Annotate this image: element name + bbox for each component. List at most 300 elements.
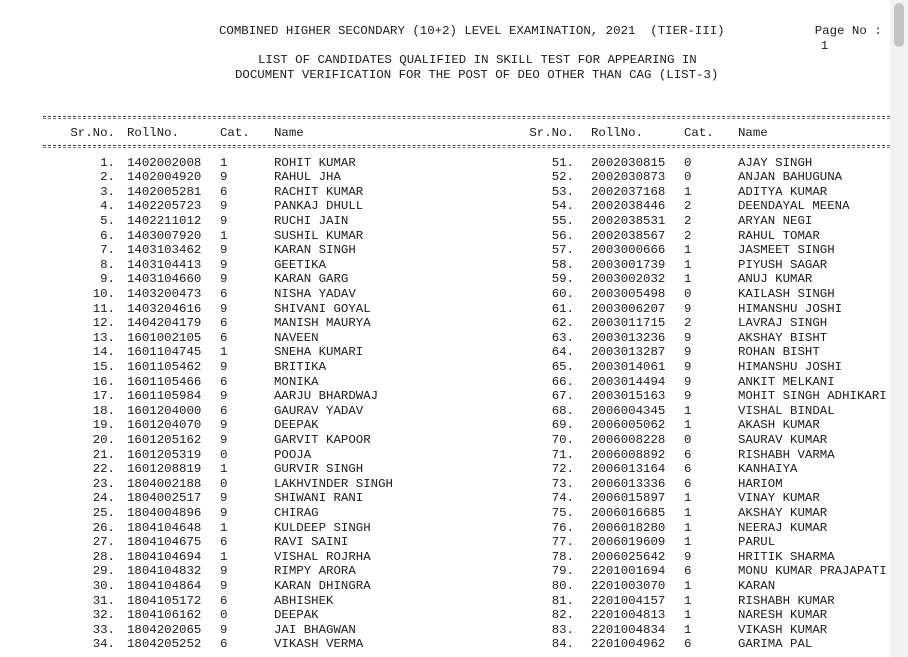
sr-no-cell: 13.: [92, 330, 115, 345]
table-row: [0, 199, 890, 214]
category-cell: 6: [220, 330, 228, 345]
roll-no-cell: 1403103462: [127, 243, 202, 258]
table-row: [0, 462, 890, 477]
category-cell: 1: [684, 535, 692, 550]
candidate-name-cell: ROHAN BISHT: [738, 345, 820, 360]
col-header-name-right: Name: [738, 126, 768, 140]
sr-no-cell: 30.: [92, 578, 115, 593]
roll-no-cell: 2002037168: [591, 184, 666, 199]
candidate-name-cell: KAILASH SINGH: [738, 286, 835, 301]
document-title: COMBINED HIGHER SECONDARY (10+2) LEVEL EXAMINATION, 2021 (TIER-III): [219, 24, 725, 38]
category-cell: 1: [684, 593, 692, 608]
candidate-name-cell: RAHUL JHA: [274, 170, 341, 185]
sr-no-cell: 26.: [92, 520, 115, 535]
candidate-name-cell: ANUJ KUMAR: [738, 272, 813, 287]
category-cell: 1: [220, 549, 228, 564]
category-cell: 6: [684, 447, 692, 462]
candidate-name-cell: VIKASH KUMAR: [738, 622, 828, 637]
sr-no-cell: 20.: [92, 432, 115, 447]
roll-no-cell: 1403104660: [127, 272, 202, 287]
candidate-name-cell: LAKHVINDER SINGH: [274, 476, 393, 491]
candidate-name-cell: VINAY KUMAR: [738, 491, 820, 506]
candidate-name-cell: SNEHA KUMARI: [274, 345, 364, 360]
roll-no-cell: 2201001694: [591, 564, 666, 579]
roll-no-cell: 1402205723: [127, 199, 202, 214]
sr-no-cell: 56.: [551, 228, 574, 243]
candidate-name-cell: VIKASH VERMA: [274, 637, 364, 652]
category-cell: 0: [684, 170, 692, 185]
roll-no-cell: 1804104648: [127, 520, 202, 535]
candidate-name-cell: KARAN DHINGRA: [274, 578, 371, 593]
category-cell: 1: [684, 257, 692, 272]
sr-no-cell: 61.: [551, 301, 574, 316]
sr-no-cell: 4.: [100, 199, 115, 214]
category-cell: 1: [684, 403, 692, 418]
candidate-name-cell: GEETIKA: [274, 257, 327, 272]
candidate-name-cell: ARYAN NEGI: [738, 213, 813, 228]
candidate-name-cell: HRITIK SHARMA: [738, 549, 835, 564]
category-cell: 9: [220, 213, 228, 228]
candidate-name-cell: RISHABH KUMAR: [738, 593, 835, 608]
roll-no-cell: 1804104694: [127, 549, 202, 564]
category-cell: 9: [220, 578, 228, 593]
candidate-name-cell: AARJU BHARDWAJ: [274, 389, 379, 404]
roll-no-cell: 2003011715: [591, 316, 666, 331]
sr-no-cell: 14.: [92, 345, 115, 360]
table-row: [0, 608, 890, 623]
roll-no-cell: 1402005281: [127, 184, 202, 199]
sr-no-cell: 63.: [551, 330, 574, 345]
candidate-name-cell: AJAY SINGH: [738, 155, 813, 170]
candidate-name-cell: KANHAIYA: [738, 462, 798, 477]
candidate-name-cell: JAI BHAGWAN: [274, 622, 356, 637]
category-cell: 9: [220, 243, 228, 258]
roll-no-cell: 2003006207: [591, 301, 666, 316]
candidate-name-cell: DEEPAK: [274, 418, 319, 433]
category-cell: 2: [684, 199, 692, 214]
sr-no-cell: 3.: [100, 184, 115, 199]
candidate-name-cell: AKSHAY BISHT: [738, 330, 828, 345]
sr-no-cell: 31.: [92, 593, 115, 608]
roll-no-cell: 1804002517: [127, 491, 202, 506]
sr-no-cell: 79.: [551, 564, 574, 579]
candidate-name-cell: PARUL: [738, 535, 776, 550]
sr-no-cell: 66.: [551, 374, 574, 389]
candidate-name-cell: PANKAJ DHULL: [274, 199, 364, 214]
roll-no-cell: 2003013287: [591, 345, 666, 360]
category-cell: 9: [220, 170, 228, 185]
roll-no-cell: 1804104832: [127, 564, 202, 579]
roll-no-cell: 1804104864: [127, 578, 202, 593]
category-cell: 9: [220, 564, 228, 579]
candidate-name-cell: RAHUL TOMAR: [738, 228, 820, 243]
roll-no-cell: 1804105172: [127, 593, 202, 608]
col-header-srno-left: Sr.No.: [70, 126, 115, 140]
sr-no-cell: 12.: [92, 316, 115, 331]
category-cell: 6: [220, 316, 228, 331]
roll-no-cell: 2201004157: [591, 593, 666, 608]
category-cell: 9: [220, 257, 228, 272]
sr-no-cell: 81.: [551, 593, 574, 608]
category-cell: 6: [684, 564, 692, 579]
category-cell: 9: [220, 491, 228, 506]
category-cell: 6: [220, 374, 228, 389]
category-cell: 0: [220, 447, 228, 462]
sr-no-cell: 28.: [92, 549, 115, 564]
category-cell: 1: [684, 622, 692, 637]
roll-no-cell: 2201004834: [591, 622, 666, 637]
roll-no-cell: 2002038567: [591, 228, 666, 243]
candidate-name-cell: KARAN GARG: [274, 272, 349, 287]
table-row: [0, 214, 890, 229]
category-cell: 9: [684, 374, 692, 389]
candidate-name-cell: GURVIR SINGH: [274, 462, 364, 477]
roll-no-cell: 2002030815: [591, 155, 666, 170]
candidate-name-cell: HIMANSHU JOSHI: [738, 359, 843, 374]
roll-no-cell: 1804205252: [127, 637, 202, 652]
category-cell: 1: [220, 345, 228, 360]
table-row: [0, 331, 890, 346]
category-cell: 9: [684, 345, 692, 360]
candidate-name-cell: LAVRAJ SINGH: [738, 316, 828, 331]
table-row: [0, 404, 890, 419]
col-header-cat-right: Cat.: [684, 126, 714, 140]
category-cell: 9: [684, 301, 692, 316]
sr-no-cell: 25.: [92, 505, 115, 520]
candidate-name-cell: BRITIKA: [274, 359, 327, 374]
roll-no-cell: 2006018280: [591, 520, 666, 535]
candidate-name-cell: RACHIT KUMAR: [274, 184, 364, 199]
roll-no-cell: 2003015163: [591, 389, 666, 404]
table-row: [0, 243, 890, 258]
sr-no-cell: 64.: [551, 345, 574, 360]
category-cell: 9: [684, 359, 692, 374]
roll-no-cell: 2201004962: [591, 637, 666, 652]
category-cell: 6: [220, 184, 228, 199]
table-row: [0, 594, 890, 609]
category-cell: 6: [220, 637, 228, 652]
sr-no-cell: 83.: [551, 622, 574, 637]
category-cell: 2: [684, 213, 692, 228]
sr-no-cell: 6.: [100, 228, 115, 243]
sr-no-cell: 10.: [92, 286, 115, 301]
sr-no-cell: 55.: [551, 213, 574, 228]
category-cell: 6: [684, 476, 692, 491]
sr-no-cell: 80.: [551, 578, 574, 593]
candidate-name-cell: AKSHAY KUMAR: [738, 505, 828, 520]
table-row: [0, 521, 890, 536]
roll-no-cell: 2006004345: [591, 403, 666, 418]
category-cell: 9: [220, 359, 228, 374]
category-cell: 1: [684, 520, 692, 535]
roll-no-cell: 1601205319: [127, 447, 202, 462]
sr-no-cell: 77.: [551, 535, 574, 550]
category-cell: 2: [684, 228, 692, 243]
table-row: [0, 491, 890, 506]
candidate-name-cell: MOHIT SINGH ADHIKARI: [738, 389, 887, 404]
category-cell: 0: [684, 155, 692, 170]
sr-no-cell: 29.: [92, 564, 115, 579]
roll-no-cell: 1404204179: [127, 316, 202, 331]
roll-no-cell: 2006008228: [591, 432, 666, 447]
roll-no-cell: 2003014494: [591, 374, 666, 389]
table-row: [0, 418, 890, 433]
category-cell: 1: [684, 272, 692, 287]
category-cell: 9: [220, 432, 228, 447]
sr-no-cell: 68.: [551, 403, 574, 418]
roll-no-cell: 1402002008: [127, 155, 202, 170]
candidate-name-cell: GAURAV YADAV: [274, 403, 364, 418]
roll-no-cell: 1601105466: [127, 374, 202, 389]
sr-no-cell: 18.: [92, 403, 115, 418]
candidate-name-cell: NAVEEN: [274, 330, 319, 345]
roll-no-cell: 1403104413: [127, 257, 202, 272]
sr-no-cell: 8.: [100, 257, 115, 272]
roll-no-cell: 1601204070: [127, 418, 202, 433]
table-row: [0, 477, 890, 492]
table-row: [0, 389, 890, 404]
header-separator-bottom: [43, 145, 890, 152]
candidate-name-cell: SUSHIL KUMAR: [274, 228, 364, 243]
category-cell: 1: [684, 418, 692, 433]
table-row: [0, 287, 890, 302]
column-header-row: [0, 126, 890, 141]
category-cell: 1: [220, 228, 228, 243]
candidate-name-cell: RAVI SAINI: [274, 535, 349, 550]
table-row: [0, 637, 890, 652]
category-cell: 6: [220, 593, 228, 608]
candidate-name-cell: SHIVANI GOYAL: [274, 301, 371, 316]
category-cell: 1: [684, 505, 692, 520]
category-cell: 0: [220, 608, 228, 623]
sr-no-cell: 62.: [551, 316, 574, 331]
candidate-name-cell: NEERAJ KUMAR: [738, 520, 828, 535]
sr-no-cell: 53.: [551, 184, 574, 199]
sr-no-cell: 59.: [551, 272, 574, 287]
sr-no-cell: 7.: [100, 243, 115, 258]
roll-no-cell: 2006025642: [591, 549, 666, 564]
category-cell: 1: [220, 462, 228, 477]
category-cell: 9: [220, 389, 228, 404]
roll-no-cell: 2006008892: [591, 447, 666, 462]
candidate-name-cell: MANISH MAURYA: [274, 316, 371, 331]
category-cell: 0: [220, 476, 228, 491]
candidate-name-cell: ROHIT KUMAR: [274, 155, 356, 170]
candidate-name-cell: ADITYA KUMAR: [738, 184, 828, 199]
table-row: [0, 170, 890, 185]
table-row: [0, 156, 890, 171]
roll-no-cell: 1402004920: [127, 170, 202, 185]
sr-no-cell: 54.: [551, 199, 574, 214]
roll-no-cell: 2002038531: [591, 213, 666, 228]
candidate-name-cell: DEENDAYAL MEENA: [738, 199, 850, 214]
candidate-name-cell: ANKIT MELKANI: [738, 374, 835, 389]
col-header-srno-right: Sr.No.: [529, 126, 574, 140]
roll-no-cell: 2003005498: [591, 286, 666, 301]
category-cell: 2: [684, 316, 692, 331]
candidate-name-cell: NARESH KUMAR: [738, 608, 828, 623]
sr-no-cell: 16.: [92, 374, 115, 389]
roll-no-cell: 2003002032: [591, 272, 666, 287]
roll-no-cell: 1601104745: [127, 345, 202, 360]
candidate-name-cell: KARAN SINGH: [274, 243, 356, 258]
roll-no-cell: 2201004813: [591, 608, 666, 623]
candidate-name-cell: SHIWANI RANI: [274, 491, 364, 506]
roll-no-cell: 2002038446: [591, 199, 666, 214]
roll-no-cell: 1403204616: [127, 301, 202, 316]
sr-no-cell: 75.: [551, 505, 574, 520]
sr-no-cell: 2.: [100, 170, 115, 185]
category-cell: 0: [684, 286, 692, 301]
candidate-name-cell: HIMANSHU JOSHI: [738, 301, 843, 316]
page-number: 1: [820, 39, 829, 53]
col-header-cat-left: Cat.: [220, 126, 250, 140]
roll-no-cell: 2002030873: [591, 170, 666, 185]
sr-no-cell: 67.: [551, 389, 574, 404]
vertical-scrollbar[interactable]: [890, 0, 908, 657]
table-row: [0, 258, 890, 273]
category-cell: 1: [684, 184, 692, 199]
candidate-name-cell: KARAN: [738, 578, 776, 593]
category-cell: 6: [220, 403, 228, 418]
roll-no-cell: 1804106162: [127, 608, 202, 623]
roll-no-cell: 1403200473: [127, 286, 202, 301]
candidate-name-cell: ABHISHEK: [274, 593, 334, 608]
table-row: [0, 229, 890, 244]
roll-no-cell: 1601204000: [127, 403, 202, 418]
candidate-name-cell: MONU KUMAR PRAJAPATI: [738, 564, 887, 579]
sr-no-cell: 70.: [551, 432, 574, 447]
roll-no-cell: 2006016685: [591, 505, 666, 520]
candidate-name-cell: GARIMA PAL: [738, 637, 813, 652]
candidate-name-cell: VISHAL ROJRHA: [274, 549, 371, 564]
candidate-name-cell: POOJA: [274, 447, 312, 462]
candidate-name-cell: GARVIT KAPOOR: [274, 432, 371, 447]
table-row: [0, 579, 890, 594]
candidate-name-cell: SAURAV KUMAR: [738, 432, 828, 447]
table-row: [0, 535, 890, 550]
sr-no-cell: 84.: [551, 637, 574, 652]
candidate-name-cell: ANJAN BAHUGUNA: [738, 170, 843, 185]
category-cell: 1: [220, 155, 228, 170]
category-cell: 9: [220, 272, 228, 287]
sr-no-cell: 24.: [92, 491, 115, 506]
col-header-rollno-left: RollNo.: [127, 126, 180, 140]
roll-no-cell: 1402211012: [127, 213, 202, 228]
sr-no-cell: 58.: [551, 257, 574, 272]
table-row: [0, 550, 890, 565]
category-cell: 6: [684, 462, 692, 477]
roll-no-cell: 2006015897: [591, 491, 666, 506]
sr-no-cell: 5.: [100, 213, 115, 228]
table-row: [0, 448, 890, 463]
candidate-name-cell: MONIKA: [274, 374, 319, 389]
candidate-name-cell: KULDEEP SINGH: [274, 520, 371, 535]
candidate-name-cell: RISHABH VARMA: [738, 447, 835, 462]
candidate-name-cell: AKASH KUMAR: [738, 418, 820, 433]
sr-no-cell: 19.: [92, 418, 115, 433]
sr-no-cell: 78.: [551, 549, 574, 564]
sr-no-cell: 72.: [551, 462, 574, 477]
candidate-name-cell: RUCHI JAIN: [274, 213, 349, 228]
category-cell: 1: [684, 491, 692, 506]
sr-no-cell: 57.: [551, 243, 574, 258]
category-cell: 6: [220, 286, 228, 301]
header-separator-top: [43, 116, 890, 123]
roll-no-cell: 1601002105: [127, 330, 202, 345]
col-header-rollno-right: RollNo.: [591, 126, 644, 140]
roll-no-cell: 1601205162: [127, 432, 202, 447]
sr-no-cell: 69.: [551, 418, 574, 433]
category-cell: 1: [684, 608, 692, 623]
roll-no-cell: 1804004896: [127, 505, 202, 520]
sr-no-cell: 32.: [92, 608, 115, 623]
roll-no-cell: 1601208819: [127, 462, 202, 477]
sr-no-cell: 82.: [551, 608, 574, 623]
sr-no-cell: 65.: [551, 359, 574, 374]
candidate-name-cell: RIMPY ARORA: [274, 564, 356, 579]
category-cell: 0: [684, 432, 692, 447]
sr-no-cell: 22.: [92, 462, 115, 477]
sr-no-cell: 52.: [551, 170, 574, 185]
category-cell: 9: [684, 549, 692, 564]
table-row: [0, 375, 890, 390]
sr-no-cell: 11.: [92, 301, 115, 316]
table-row: [0, 623, 890, 638]
table-row: [0, 302, 890, 317]
table-row: [0, 506, 890, 521]
sr-no-cell: 74.: [551, 491, 574, 506]
roll-no-cell: 2003013236: [591, 330, 666, 345]
category-cell: 9: [220, 199, 228, 214]
sr-no-cell: 1.: [100, 155, 115, 170]
col-header-name-left: Name: [274, 126, 304, 140]
table-row: [0, 272, 890, 287]
roll-no-cell: 2006013336: [591, 476, 666, 491]
sr-no-cell: 51.: [551, 155, 574, 170]
sr-no-cell: 73.: [551, 476, 574, 491]
sr-no-cell: 76.: [551, 520, 574, 535]
candidate-name-cell: HARIOM: [738, 476, 783, 491]
sr-no-cell: 21.: [92, 447, 115, 462]
table-row: [0, 316, 890, 331]
page-label: Page No :: [814, 24, 882, 38]
candidate-name-cell: NISHA YADAV: [274, 286, 356, 301]
scrollbar-thumb[interactable]: [894, 3, 904, 47]
category-cell: 9: [684, 330, 692, 345]
category-cell: 9: [220, 622, 228, 637]
candidate-name-cell: DEEPAK: [274, 608, 319, 623]
roll-no-cell: 2003014061: [591, 359, 666, 374]
category-cell: 1: [684, 243, 692, 258]
category-cell: 9: [220, 505, 228, 520]
candidate-name-cell: VISHAL BINDAL: [738, 403, 835, 418]
sr-no-cell: 27.: [92, 535, 115, 550]
roll-no-cell: 2006019609: [591, 535, 666, 550]
document-subtitle-line2: DOCUMENT VERIFICATION FOR THE POST OF DEO OTHER THAN CAG (LIST-3): [235, 68, 719, 82]
candidate-name-cell: JASMEET SINGH: [738, 243, 835, 258]
candidate-name-cell: PIYUSH SAGAR: [738, 257, 828, 272]
table-row: [0, 433, 890, 448]
sr-no-cell: 17.: [92, 389, 115, 404]
sr-no-cell: 23.: [92, 476, 115, 491]
roll-no-cell: 2006005062: [591, 418, 666, 433]
category-cell: 9: [684, 389, 692, 404]
category-cell: 6: [684, 637, 692, 652]
roll-no-cell: 1601105984: [127, 389, 202, 404]
table-row: [0, 360, 890, 375]
category-cell: 9: [220, 418, 228, 433]
